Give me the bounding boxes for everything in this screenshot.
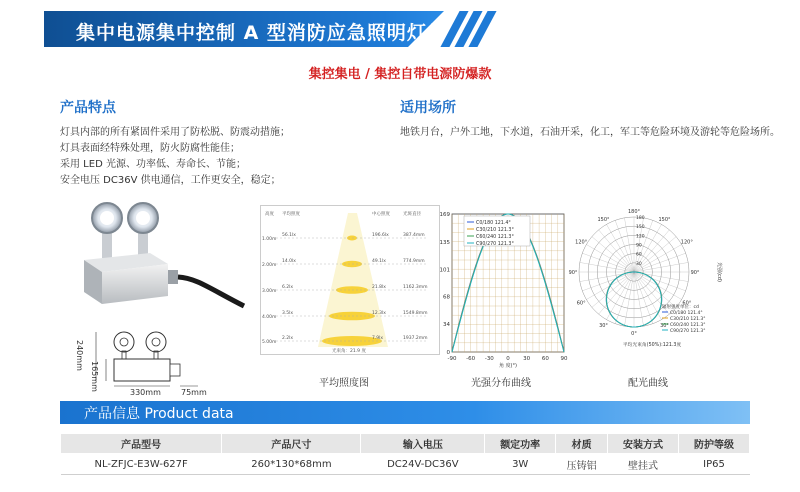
angle-label: 90° xyxy=(690,270,700,276)
x-tick-label: 60 xyxy=(541,356,549,362)
y-tick-label: 34 xyxy=(443,322,450,329)
angle-label: 90° xyxy=(568,270,578,276)
spec-size: 260*130*68mm xyxy=(222,454,361,475)
spec-model: NL-ZFJC-E3W-627F xyxy=(61,454,222,475)
svg-text:5.00m: 5.00m xyxy=(262,340,277,345)
radius-label: 30 xyxy=(636,261,642,267)
illum-head-avg: 平均照度 xyxy=(282,212,300,217)
radius-axis-label: 光强(cd) xyxy=(716,262,722,282)
svg-text:14.0lx: 14.0lx xyxy=(282,259,296,264)
svg-text:6.2lx: 6.2lx xyxy=(282,285,294,290)
x-tick-label: -90 xyxy=(447,356,457,362)
spec-header-row xyxy=(61,434,750,454)
angle-label: 30° xyxy=(599,322,608,329)
radius-label: 90 xyxy=(636,243,642,249)
illum-head-height: 高度 xyxy=(265,212,274,217)
illum-head-dia: 光斑直径 xyxy=(403,212,421,217)
polar-caption: 配光曲线 xyxy=(628,378,668,389)
features-title: 产品特点 xyxy=(60,100,116,116)
svg-text:2.2lx: 2.2lx xyxy=(282,336,294,341)
radius-label: 120 xyxy=(636,234,645,240)
beam-angle-note: 光束角：21.9 度 xyxy=(332,349,366,354)
angle-label: 180° xyxy=(627,209,641,215)
polar-legend-entry: C30/210 121.3° xyxy=(670,317,706,322)
polar-bottom-note: 平均光束角(50%):121.3度 xyxy=(622,343,682,348)
polar-legend-entry: C90/270 121.3° xyxy=(670,329,706,334)
y-tick-label: 68 xyxy=(443,294,450,301)
svg-text:387.4mm: 387.4mm xyxy=(403,233,425,238)
angle-label: 120° xyxy=(575,239,588,246)
legend-entry: C0/180 121.4° xyxy=(476,221,511,226)
legend-entry: C90/270 121.3° xyxy=(476,242,514,247)
polar-legend-entry: C60/240 121.3° xyxy=(670,323,706,328)
svg-text:21.8lx: 21.8lx xyxy=(372,285,386,290)
x-tick-label: 90 xyxy=(560,356,568,362)
spec-header: 材质 xyxy=(556,434,608,454)
svg-text:2.00m: 2.00m xyxy=(262,263,277,268)
applications-text: 地铁月台，户外工地，下水道，石油开采，化工，军工等危险环境及游轮等危险场所。 xyxy=(400,127,780,138)
y-tick-label: 101 xyxy=(439,267,450,274)
radius-label: 180 xyxy=(636,216,645,221)
angle-label: 120° xyxy=(680,239,693,246)
spec-header: 产品尺寸 xyxy=(222,434,361,454)
x-tick-label: -30 xyxy=(484,356,494,362)
svg-text:1937.2mm: 1937.2mm xyxy=(403,336,428,341)
intensity-chart xyxy=(432,208,572,370)
radius-label: 150 xyxy=(636,225,645,231)
legend-entry: C30/210 121.3° xyxy=(476,228,514,233)
spec-row xyxy=(61,454,750,475)
page-subtitle: 集控集电 / 集控自带电源防爆款 xyxy=(308,67,492,82)
polar-legend-title: 辐射强度单位：cd xyxy=(662,305,699,310)
spec-header: 额定功率 xyxy=(485,434,556,454)
spec-header: 安装方式 xyxy=(608,434,679,454)
polar-legend xyxy=(662,300,706,334)
svg-text:12.3lx: 12.3lx xyxy=(372,311,386,316)
spec-header: 产品型号 xyxy=(61,434,222,454)
svg-text:196.6lx: 196.6lx xyxy=(372,233,389,238)
spec-table xyxy=(60,433,750,475)
page-title: 集中电源集中控制 A 型消防应急照明灯具 xyxy=(76,22,447,44)
svg-text:774.9mm: 774.9mm xyxy=(403,259,425,264)
intensity-caption: 光强分布曲线 xyxy=(471,378,531,389)
dim-depth: 165mm xyxy=(90,361,99,392)
y-tick-label: 169 xyxy=(439,212,450,218)
svg-text:7.9lx: 7.9lx xyxy=(372,336,384,341)
radius-label: 60 xyxy=(636,252,642,258)
angle-label: 150° xyxy=(597,217,610,224)
feature-item: 安全电压 DC36V 供电通信，工作更安全，稳定； xyxy=(60,175,281,186)
dim-side: 75mm xyxy=(181,388,207,397)
polar-chart xyxy=(568,208,722,368)
spec-voltage: DC24V-DC36V xyxy=(361,454,485,475)
svg-text:56.1lx: 56.1lx xyxy=(282,233,296,238)
illum-head-center: 中心照度 xyxy=(372,212,390,217)
illuminance-diagram xyxy=(260,205,440,355)
dim-height: 240mm xyxy=(75,340,84,371)
legend xyxy=(464,216,530,247)
svg-text:3.00m: 3.00m xyxy=(262,289,277,294)
dim-width: 330mm xyxy=(130,388,161,397)
spec-power: 3W xyxy=(485,454,556,475)
y-tick-label: 0 xyxy=(446,350,450,356)
angle-label: 30° xyxy=(660,322,669,329)
x-tick-label: 0 xyxy=(506,356,510,362)
dimension-drawing xyxy=(82,328,232,396)
angle-label: 60° xyxy=(576,300,586,307)
x-axis-label: 角 度(°) xyxy=(499,363,517,369)
svg-text:1.00m: 1.00m xyxy=(262,237,277,242)
feature-item: 灯具内部的所有紧固件采用了防松脱、防震动措施； xyxy=(60,127,290,138)
feature-item: 采用 LED 光源、功率低、寿命长、节能； xyxy=(60,159,246,170)
product-photo xyxy=(72,198,252,326)
x-tick-label: 30 xyxy=(523,356,531,362)
svg-text:1162.3mm: 1162.3mm xyxy=(403,285,428,290)
svg-text:49.1lx: 49.1lx xyxy=(372,259,386,264)
spec-header: 防护等级 xyxy=(679,434,750,454)
angle-label: 0° xyxy=(631,331,637,337)
illuminance-caption: 平均照度图 xyxy=(319,378,369,389)
angle-label: 60° xyxy=(682,300,692,307)
legend-entry: C60/240 121.3° xyxy=(476,235,514,240)
info-title: 产品信息 Product data xyxy=(84,406,234,422)
spec-mount: 壁挂式 xyxy=(608,454,679,475)
spec-material: 压铸铝 xyxy=(556,454,608,475)
applications-title: 适用场所 xyxy=(400,100,456,116)
polar-legend-entry: C0/180 121.4° xyxy=(670,311,703,316)
spec-header: 输入电压 xyxy=(361,434,485,454)
svg-text:3.5lx: 3.5lx xyxy=(282,311,294,316)
svg-text:4.00m: 4.00m xyxy=(262,315,277,320)
angle-label: 150° xyxy=(658,217,671,224)
y-tick-label: 135 xyxy=(439,239,450,246)
x-tick-label: -60 xyxy=(466,356,476,362)
svg-text:1549.8mm: 1549.8mm xyxy=(403,311,428,316)
spec-ip: IP65 xyxy=(679,454,750,475)
feature-item: 灯具表面经特殊处理，防火防腐性能佳； xyxy=(60,143,240,154)
